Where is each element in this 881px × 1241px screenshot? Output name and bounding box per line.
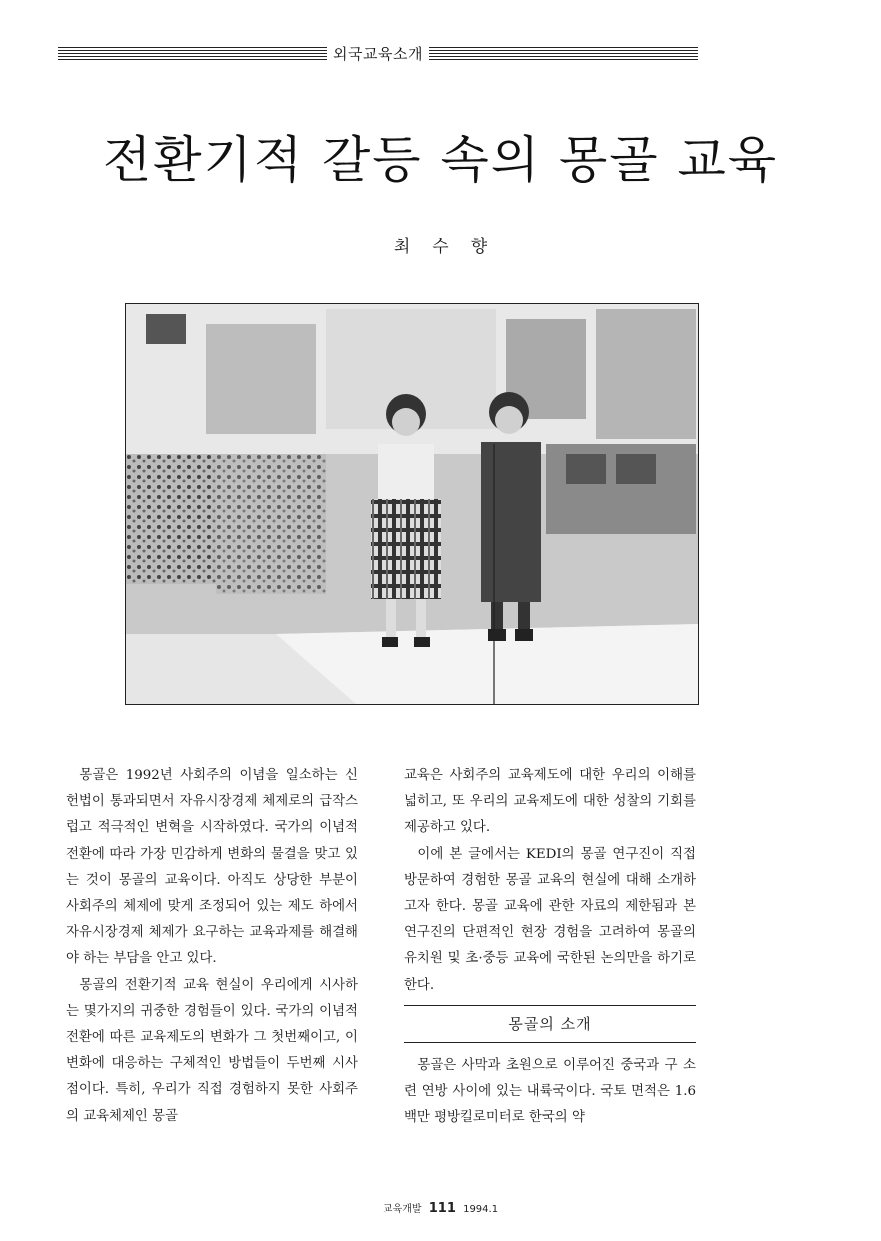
photo-illustration	[126, 304, 698, 704]
header-rule-right	[429, 47, 698, 60]
body-paragraph: 몽골의 전환기적 교육 현실이 우리에게 시사하는 몇가지의 귀중한 경험들이 있다. 국가의 이념적 전환에 따른 교육제도의 변화가 그 첫번째이고, 이 변화에 대응하는 구체적인 방법들이 두번째 시사점이다. 특히, 우리가 직접 경험하지 못한 사회주의 교육체제인 몽골	[66, 977, 358, 1124]
section-label: 외국교육소개	[333, 44, 423, 63]
body-paragraph: 몽골은 1992년 사회주의 이념을 일소하는 신 헌법이 통과되면서 자유시장경제 체제로의 급작스럽고 적극적인 변혁을 시작하였다. 국가의 이념적 전환에 따라 가장 민감하게 변화의 물결을 맞고 있는 것이 몽골의 교육이다. 아직도 상당한 부분이 사회주의 체제에 맞게 조정되어 있는 제도 하에서 자유시장경제 체제가 요구하는 교육과제를 해결해야 하는 부담을 안고 있다.	[66, 768, 358, 967]
subheading: 몽골의 소개	[404, 1005, 696, 1043]
footer-journal: 교육개발	[382, 1204, 422, 1215]
right-column	[404, 763, 696, 1131]
body-paragraph: 교육은 사회주의 교육제도에 대한 우리의 이해를 넓히고, 또 우리의 교육제도에 대한 성찰의 기회를 제공하고 있다.	[404, 768, 696, 836]
page-footer	[0, 1200, 881, 1216]
section-header	[58, 40, 698, 66]
header-rule-left	[58, 47, 327, 60]
article-photo	[125, 303, 699, 705]
body-paragraph: 이에 본 글에서는 KEDI의 몽골 연구진이 직접 방문하여 경험한 몽골 교육의 현실에 대해 소개하고자 한다. 몽골 교육에 관한 자료의 제한됨과 본 연구진의 단편적인 현장 경험을 고려하여 몽골의 유치원 및 초·중등 교육에 국한된 논의만을 하기로 한다.	[404, 846, 696, 993]
body-paragraph: 몽골은 사막과 초원으로 이루어진 중국과 구 소련 연방 사이에 있는 내륙국이다. 국토 면적은 1.6 백만 평방킬로미터로 한국의 약	[404, 1057, 696, 1126]
author-name: 최수향	[393, 237, 510, 257]
left-column	[66, 763, 358, 1130]
footer-date: 1994.1	[463, 1204, 499, 1215]
article-title: 전환기적 갈등 속의 몽골 교육	[102, 131, 779, 189]
page-number: 111	[428, 1201, 456, 1216]
